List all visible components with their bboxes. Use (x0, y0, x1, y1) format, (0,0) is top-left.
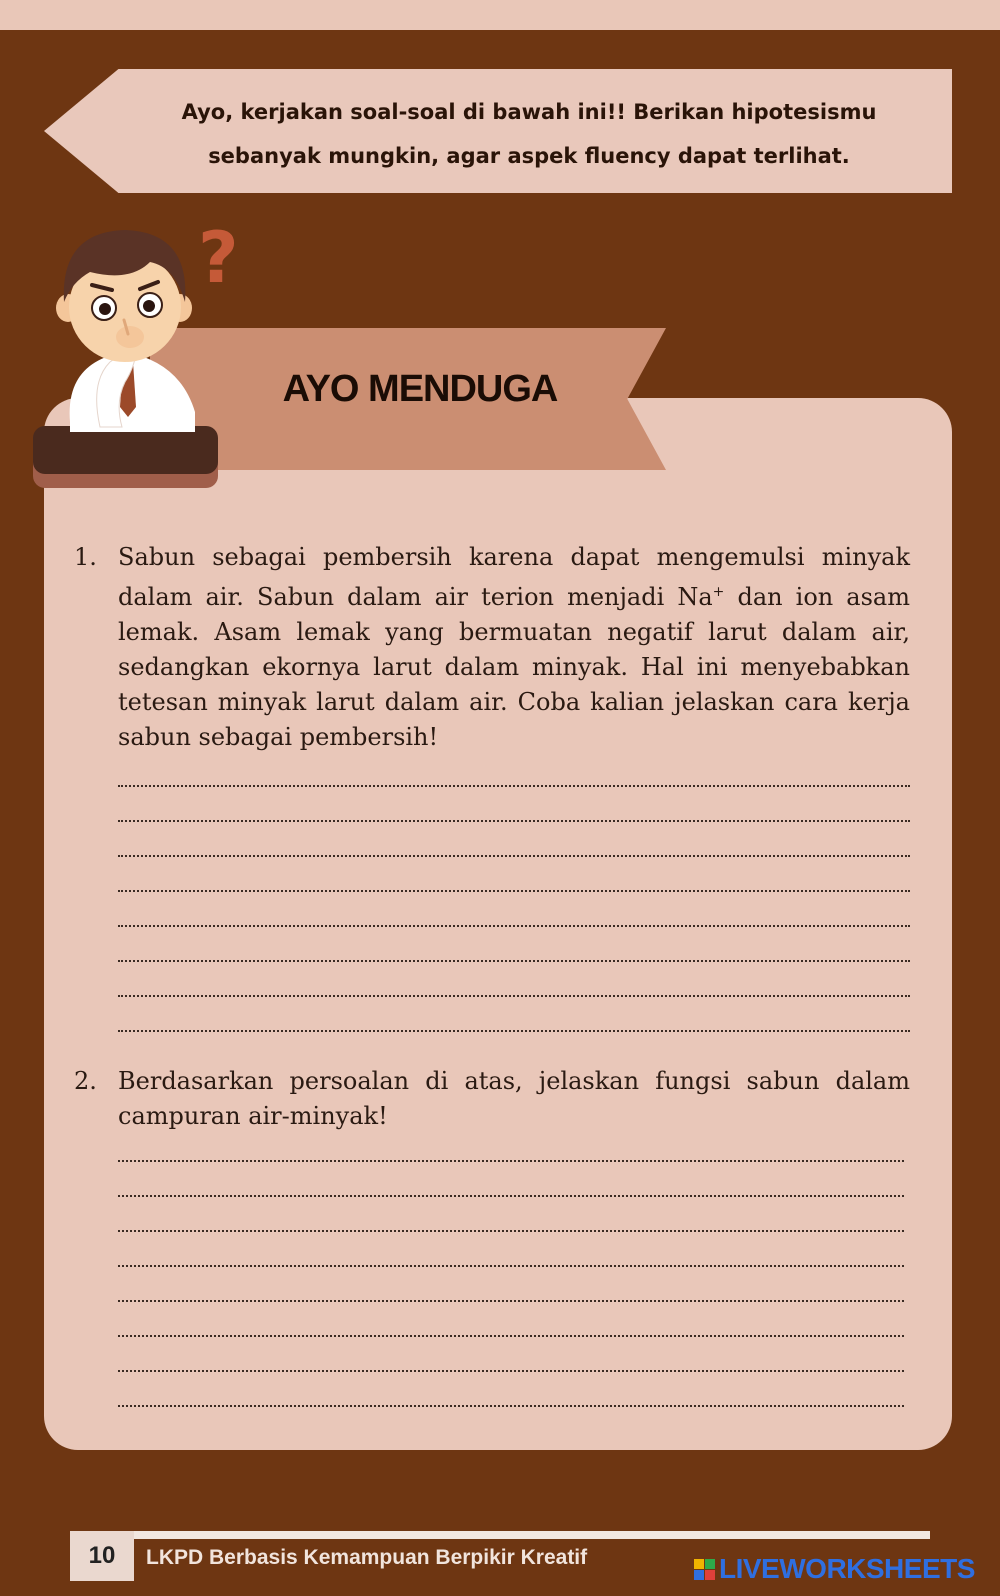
question-2 (74, 1064, 910, 1134)
answer-line[interactable] (118, 1197, 904, 1232)
answer-area-1[interactable] (118, 752, 910, 1032)
answer-line[interactable] (118, 1267, 904, 1302)
instruction-text (118, 90, 940, 178)
question-2-text: Berdasarkan persoalan di atas, jelaskan fungsi sabun dalam campuran air-minyak! (118, 1067, 910, 1130)
question-mark-icon: ? (198, 217, 239, 299)
answer-line[interactable] (118, 962, 910, 997)
answer-line[interactable] (118, 752, 910, 787)
question-1-text-part-2: dan ion asam lemak. Asam lemak yang bermuatan negatif larut dalam air, sedangkan ekornya larut dalam minyak. Hal ini menyebabkan tetesan minyak larut dalam air. Coba kalian jelaskan cara kerja sabun sebagai pembersih! (118, 583, 910, 751)
answer-line[interactable] (118, 997, 910, 1032)
question-1-number: 1. (74, 543, 97, 571)
liveworksheets-logo-icon (694, 1559, 715, 1580)
question-1-superscript: + (712, 584, 725, 600)
answer-line[interactable] (118, 927, 910, 962)
question-1 (74, 540, 910, 755)
answer-line[interactable] (118, 1232, 904, 1267)
question-2-number: 2. (74, 1067, 97, 1095)
answer-line[interactable] (118, 857, 910, 892)
question-1-text (118, 540, 910, 755)
thinking-student-illustration (30, 212, 250, 502)
instruction-line-2: sebanyak mungkin, agar aspek fluency dapat terlihat. (208, 144, 850, 168)
answer-line[interactable] (118, 1302, 904, 1337)
question-1-text-part-1: Sabun sebagai pembersih karena dapat mengemulsi minyak dalam air. Sabun dalam air terion menjadi Na (118, 543, 910, 611)
answer-line[interactable] (118, 787, 910, 822)
answer-line[interactable] (118, 1337, 904, 1372)
instruction-line-1: Ayo, kerjakan soal-soal di bawah ini!! Berikan hipotesismu (181, 100, 877, 124)
page-number: 10 (70, 1531, 134, 1581)
answer-line[interactable] (118, 892, 910, 927)
footer-bar (70, 1531, 930, 1539)
liveworksheets-brand[interactable] (694, 1553, 975, 1585)
answer-line[interactable] (118, 822, 910, 857)
answer-area-2[interactable] (118, 1127, 904, 1407)
answer-line[interactable] (118, 1372, 904, 1407)
answer-line[interactable] (118, 1127, 904, 1162)
top-strip (0, 0, 1000, 30)
answer-line[interactable] (118, 1162, 904, 1197)
section-title: AYO MENDUGA (282, 368, 558, 410)
footer-book-title: LKPD Berbasis Kemampuan Berpikir Kreatif (146, 1546, 588, 1569)
brand-name: LIVEWORKSHEETS (719, 1553, 975, 1584)
